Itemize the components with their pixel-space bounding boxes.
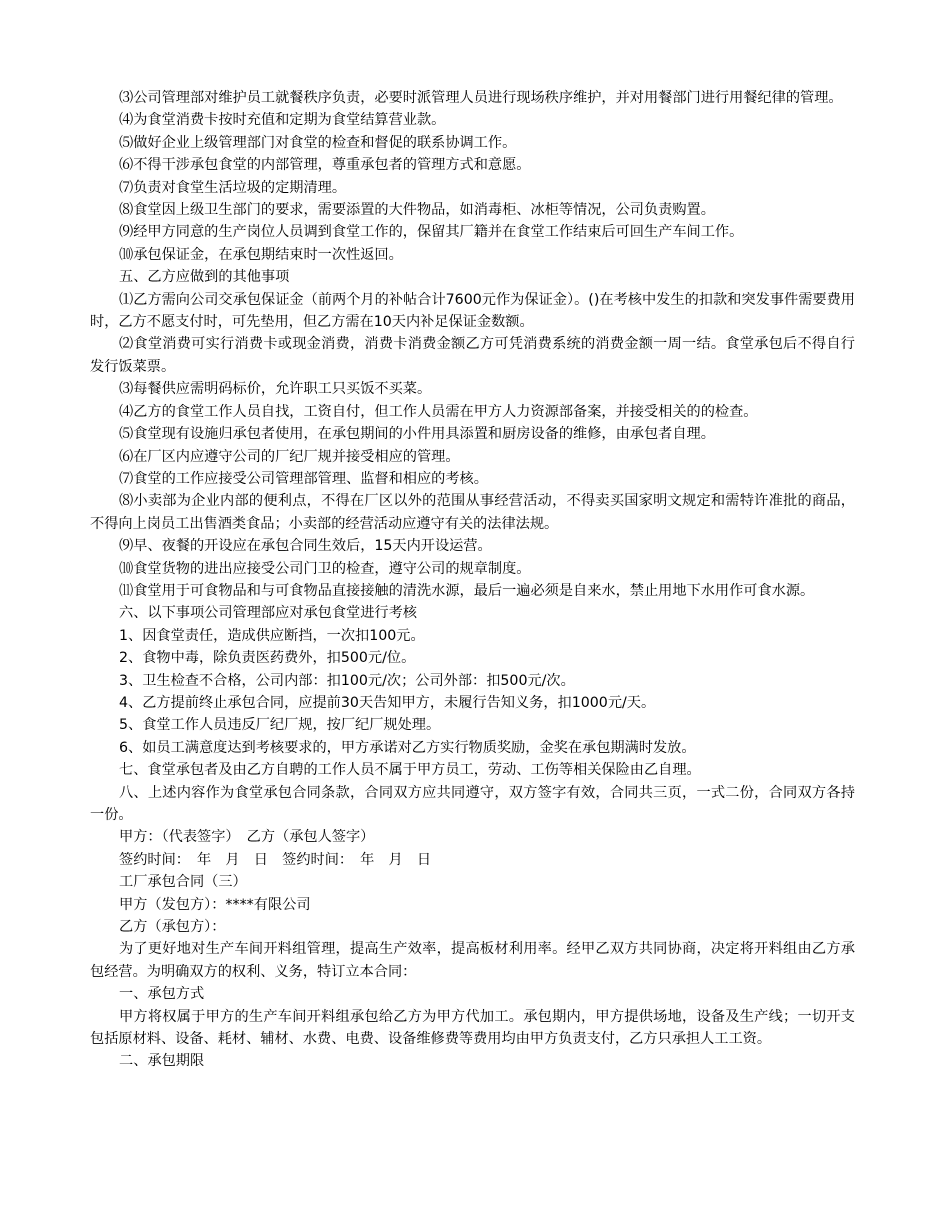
contract-title-3: 工厂承包合同（三）: [119, 874, 247, 891]
assessment-item-5: 5、食堂工作人员违反厂纪厂规，按厂纪厂规处理。: [119, 717, 441, 734]
section-heading-5: 五、乙方应做到的其他事项: [119, 269, 290, 286]
contract-preamble: 为了更好地对生产车间开料组管理，提高生产效率，提高板材利用率。经甲乙双方共同协商，决定将开料组由乙方承包经营。为明确双方的权利、义务，特订立本合同：: [90, 941, 855, 980]
assessment-item-1: 1、因食堂责任，造成供应断挡，一次扣100元。: [119, 627, 425, 644]
party-b-clause-6: ⑹在厂区内应遵守公司的厂纪厂规并接受相应的管理。: [119, 448, 460, 465]
party-b-clause-10: ⑽食堂货物的进出应接受公司门卫的检查，遵守公司的规章制度。: [119, 560, 531, 577]
party-b-line: 乙方（承包方）：: [119, 919, 226, 936]
section-heading-6: 六、以下事项公司管理部应对承包食堂进行考核: [119, 605, 417, 622]
section-heading-contract-method: 一、承包方式: [119, 986, 205, 1003]
party-b-clause-9: ⑼早、夜餐的开设应在承包合同生效后，15天内开设运营。: [119, 538, 492, 555]
assessment-item-4: 4、乙方提前终止承包合同，应提前30天告知甲方，未履行告知义务，扣1000元/天。: [119, 694, 656, 711]
signature-line: 甲方：（代表签字） 乙方（承包人签字）: [119, 829, 375, 846]
clause-9-staff-transfer: ⑼经甲方同意的生产岗位人员调到食堂工作的，保留其厂籍并在食堂工作结束后可回生产车间工作。: [119, 224, 744, 241]
section-heading-contract-term: 二、承包期限: [119, 1053, 205, 1070]
assessment-item-3: 3、卫生检查不合格，公司内部：扣100元/次；公司外部：扣500元/次。: [119, 672, 575, 689]
party-b-clause-7: ⑺食堂的工作应接受公司管理部管理、监督和相应的考核。: [119, 470, 488, 487]
party-b-clause-11: ⑾食堂用于可食物品和与可食物品直接接触的清洗水源，最后一遍必须是自来水，禁止用地下水用作可食水源。: [119, 582, 815, 599]
clause-8-large-items: ⑻食堂因上级卫生部门的要求，需要添置的大件物品，如消毒柜、冰柜等情况，公司负责购置。: [119, 202, 715, 219]
party-b-clause-8: ⑻小卖部为企业内部的便利点，不得在厂区以外的范围从事经营活动，不得卖买国家明文规定和需特许准批的商品，不得向上岗员工出售酒类食品；小卖部的经营活动应遵守有关的法律法规。: [90, 493, 855, 532]
party-b-clause-2: ⑵食堂消费可实行消费卡或现金消费，消费卡消费金额乙方可凭消费系统的消费金额一周一结。食堂承包后不得自行发行饭菜票。: [90, 336, 855, 375]
clause-3-dining-order: ⑶公司管理部对维护员工就餐秩序负责，必要时派管理人员进行现场秩序维护，并对用餐部门进行用餐纪律的管理。: [119, 90, 843, 106]
clause-7-garbage: ⑺负责对食堂生活垃圾的定期清理。: [119, 179, 347, 196]
contract-method-text: 甲方将权属于甲方的生产车间开料组承包给乙方为甲方代加工。承包期内，甲方提供场地，设备及生产线；一切开支包括原材料、设备、耗材、辅材、水费、电费、设备维修费等费用均由甲方负责支付，乙方只承担人工工资。: [90, 1008, 855, 1048]
signing-date-line: 签约时间： 年 月 日 签约时间： 年 月 日: [119, 851, 432, 868]
clause-10-deposit-return: ⑽承包保证金，在承包期结束时一次性返回。: [119, 246, 403, 263]
party-b-clause-4: ⑷乙方的食堂工作人员自找，工资自付，但工作人员需在甲方人力资源部备案，并接受相关的的检查。: [119, 403, 758, 420]
section-heading-7: 七、食堂承包者及由乙方自聘的工作人员不属于甲方员工，劳动、工伤等相关保险由乙自理。: [119, 762, 701, 779]
assessment-item-2: 2、食物中毒，除负责医药费外，扣500元/位。: [119, 650, 416, 667]
section-heading-8: 八、上述内容作为食堂承包合同条款，合同双方应共同遵守，双方签字有效，合同共三页，一式二份，合同双方各持一份。: [90, 784, 855, 823]
clause-4-card-recharge: ⑷为食堂消费卡按时充值和定期为食堂结算营业款。: [119, 112, 446, 129]
party-b-clause-3: ⑶每餐供应需明码标价，允许职工只买饭不买菜。: [119, 381, 432, 398]
assessment-item-6: 6、如员工满意度达到考核要求的，甲方承诺对乙方实行物质奖励，金奖在承包期满时发放。: [119, 739, 696, 756]
clause-6-no-interference: ⑹不得干涉承包食堂的内部管理，尊重承包者的管理方式和意愿。: [119, 157, 531, 174]
party-b-clause-5: ⑸食堂现有设施归承包者使用，在承包期间的小件用具添置和厨房设备的维修，由承包者自理。: [119, 426, 715, 443]
party-b-clause-1: ⑴乙方需向公司交承包保证金（前两个月的补帖合计7600元作为保证金）。()在考核中发生的扣款和突发事件需要费用时，乙方不愿支付时，可先垫用，但乙方需在10天内补足保证金数额。: [90, 291, 855, 331]
party-a-line: 甲方（发包方）：****有限公司: [119, 896, 311, 913]
clause-5-coordination: ⑸做好企业上级管理部门对食堂的检查和督促的联系协调工作。: [119, 134, 517, 151]
